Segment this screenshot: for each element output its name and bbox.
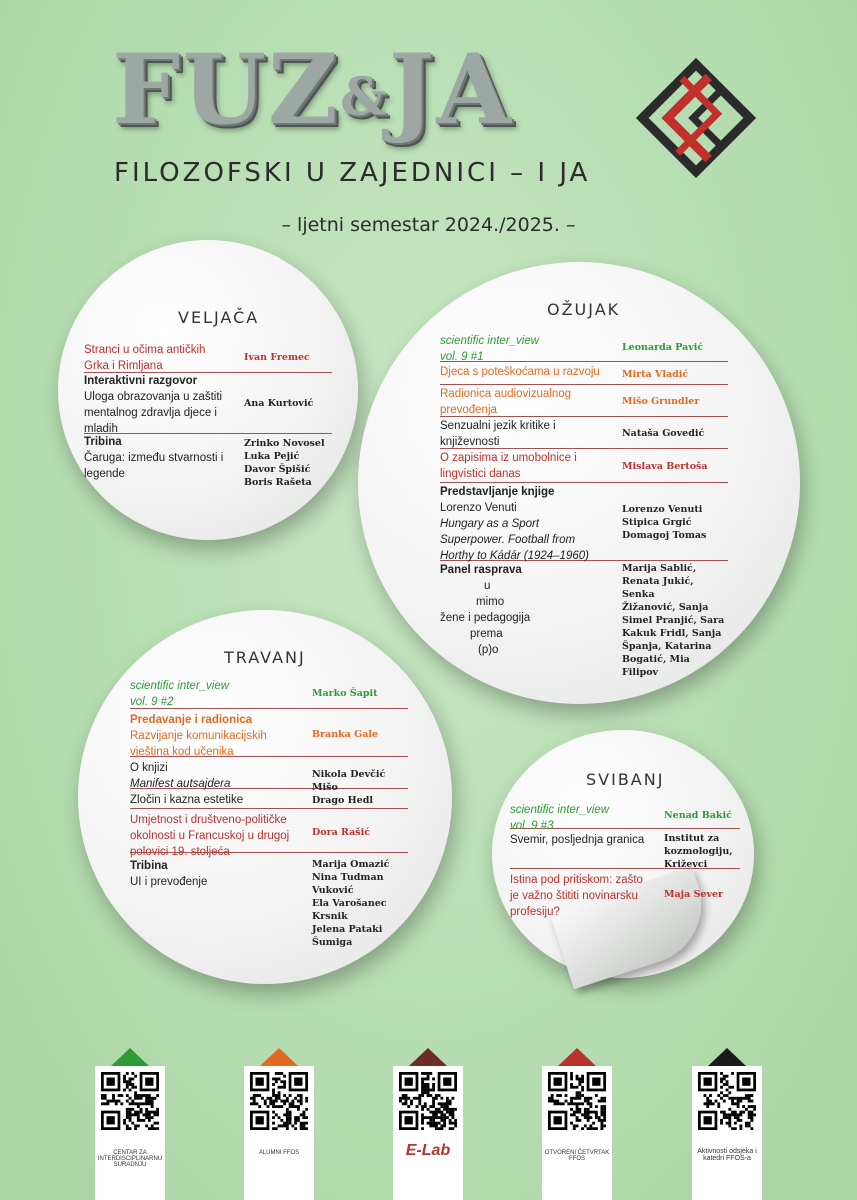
event-title-line: mimo: [476, 596, 505, 608]
event-speaker: [312, 826, 408, 839]
event-title-line: Tribina: [84, 436, 122, 448]
event-row: [440, 450, 728, 483]
event-speaker-line: Lorenzo Venuti: [622, 503, 703, 515]
event-title: [130, 792, 306, 808]
event-speaker: [622, 460, 728, 473]
event-speaker-line: Drago Hedl: [312, 794, 373, 806]
event-speaker-line: Krsnik: [312, 911, 348, 922]
event-row: [84, 342, 332, 373]
event-title-line: Čaruga: između stvarnosti i: [84, 452, 224, 464]
event-speaker-line: Španja, Katarina: [622, 641, 712, 652]
event-row: [130, 712, 408, 757]
event-speaker-line: Renata Jukić, Senka: [622, 576, 694, 600]
qr-code-icon[interactable]: [548, 1072, 606, 1130]
event-speaker-line: Mirta Vladić: [622, 368, 689, 380]
event-title: [130, 760, 306, 792]
event-title-line: okolnosti u Francuskoj u drugoj: [130, 830, 290, 842]
event-row: [440, 364, 728, 385]
triangle-tab-icon: [409, 1048, 447, 1066]
event-title-line: O zapisima iz umobolnice i: [440, 452, 577, 464]
event-speaker-line: Nenad Bakić: [664, 809, 732, 821]
event-speaker-line: Simel Pranjić, Sara: [622, 615, 725, 626]
event-speaker: [312, 728, 408, 741]
event-title-line: Tribina: [130, 860, 168, 872]
event-speaker: [312, 794, 408, 807]
title-ampersand: &: [339, 67, 389, 129]
event-speaker: [622, 427, 728, 440]
month-title-svibanj: SVIBANJ: [586, 770, 665, 789]
event-title-line: Panel rasprava: [440, 564, 522, 576]
event-speaker-line: Marija Sablić,: [622, 563, 697, 574]
event-title-line: scientific inter_view: [440, 335, 540, 347]
poster-subtitle: FILOZOFSKI U ZAJEDNICI – I JA: [114, 158, 591, 188]
event-speaker: [622, 395, 728, 408]
event-title-line: prevođenja: [440, 404, 497, 416]
event-row: [130, 792, 408, 809]
event-title: [510, 802, 658, 834]
event-title-line: žene i pedagogija: [440, 612, 531, 624]
event-title-line: scientific inter_view: [130, 680, 230, 692]
event-speaker: [312, 687, 408, 700]
event-row: [510, 832, 740, 869]
event-speaker-line: Leonarda Pavić: [622, 341, 704, 353]
event-speaker-line: Kakuk Fridl, Sanja: [622, 628, 722, 639]
event-speaker-line: Domagoj Tomas: [622, 529, 707, 541]
event-row: [440, 418, 728, 449]
event-title-line: mentalnog zdravlja djece i: [84, 407, 217, 419]
title-fuz: FUZ: [112, 33, 340, 146]
qr-card-body: [692, 1066, 762, 1200]
event-speaker-line: kozmologiju,: [664, 846, 733, 857]
event-row: [84, 434, 332, 492]
qr-card-body: [244, 1066, 314, 1200]
event-title-line: vol. 9 #3: [510, 820, 554, 832]
event-speaker-line: Šumiga: [312, 937, 353, 948]
event-speaker-line: Nataša Govedić: [622, 427, 705, 439]
qr-caption: Aktivnosti odsjeka i katedri FFOS-a: [697, 1148, 757, 1162]
event-title-line: Radionica audiovizualnog: [440, 388, 572, 400]
event-title-line: Lorenzo Venuti: [440, 502, 517, 514]
event-speaker: [622, 503, 728, 542]
event-title-line: Djeca s poteškoćama u razvoju: [440, 366, 600, 378]
month-title-ozujak: OŽUJAK: [547, 300, 621, 319]
event-speaker-line: Križevci: [664, 859, 708, 870]
event-speaker-line: Zrinko Novosel: [244, 438, 325, 449]
event-title-line: Umjetnost i društveno-političke: [130, 814, 287, 826]
event-title-line: Uloga obrazovanja u zaštiti: [84, 391, 223, 403]
qr-code-card[interactable]: [95, 1048, 165, 1200]
qr-code-icon[interactable]: [399, 1072, 457, 1130]
event-speaker-line: Institut za: [664, 833, 720, 844]
event-speaker-line: Luka Pejić: [244, 451, 300, 462]
event-title-line: Predavanje i radionica: [130, 714, 253, 726]
event-title: [440, 333, 616, 365]
qr-card-body: [393, 1066, 463, 1200]
event-speaker-line: Nikola Devčić Mišo: [312, 768, 386, 793]
event-title-line: UI i prevođenje: [130, 876, 208, 888]
event-speaker-line: Boris Rašeta: [244, 477, 312, 488]
event-title: [130, 858, 306, 890]
event-title: [130, 812, 306, 860]
event-title-line: Predstavljanje knjige: [440, 486, 555, 498]
event-speaker-line: Marija Omazić: [312, 859, 390, 870]
event-title-line: scientific inter_view: [510, 804, 610, 816]
event-title-line: Superpower. Football from: [440, 534, 576, 546]
event-speaker-line: Žižanović, Sanja: [622, 602, 709, 613]
event-speaker: [664, 888, 740, 901]
event-title-line: Svemir, posljednja granica: [510, 834, 645, 846]
event-title: [84, 342, 238, 374]
event-speaker: [244, 437, 332, 489]
event-row: [510, 872, 740, 916]
qr-code-icon[interactable]: [698, 1072, 756, 1130]
event-title-line: mladih: [84, 423, 118, 435]
qr-code-card[interactable]: [244, 1048, 314, 1200]
qr-code-icon[interactable]: [101, 1072, 159, 1130]
event-row: [84, 373, 332, 434]
triangle-tab-icon: [558, 1048, 596, 1066]
month-title-travanj: TRAVANJ: [224, 648, 306, 667]
qr-caption: ALUMNI FFOS: [258, 1150, 300, 1156]
event-row: [130, 812, 408, 858]
event-title-line: O knjizi: [130, 762, 168, 774]
event-title-line: Hungary as a Sport: [440, 518, 540, 530]
event-title-line: Zločin i kazna estetike: [130, 794, 244, 806]
poster-title: [112, 33, 513, 146]
event-title-line: vol. 9 #2: [130, 696, 174, 708]
event-speaker: [664, 809, 740, 822]
event-title-line: Manifest autsajdera: [130, 778, 231, 790]
event-title-line: polovici 19. stoljeća: [130, 846, 230, 858]
event-row: [440, 562, 728, 678]
event-speaker-line: Jelena Pataki: [312, 924, 383, 935]
event-speaker: [622, 368, 728, 381]
event-title-line: Razvijanje komunikacijskih: [130, 730, 267, 742]
event-title-line: prema: [470, 628, 503, 640]
event-title: [510, 832, 658, 848]
event-speaker: [244, 351, 332, 364]
qr-code-icon[interactable]: [250, 1072, 308, 1130]
event-row: [440, 386, 728, 417]
event-speaker: [312, 768, 408, 794]
event-title-line: Stranci u očima antičkih: [84, 344, 206, 356]
event-speaker-line: Mislava Bertoša: [622, 460, 708, 472]
event-title: [440, 562, 616, 658]
event-title-line: u: [484, 580, 491, 592]
event-speaker-line: Nina Tudman: [312, 872, 384, 883]
event-title: [130, 678, 306, 710]
event-row: [440, 484, 728, 561]
event-title-line: Senzualni jezik kritike i: [440, 420, 556, 432]
triangle-tab-icon: [260, 1048, 298, 1066]
event-title-line: Horthy to Kádár (1924–1960): [440, 550, 589, 562]
event-title: [440, 386, 616, 418]
event-title-line: profesiju?: [510, 906, 560, 918]
qr-code-card[interactable]: [393, 1048, 463, 1200]
event-title: [130, 712, 306, 760]
event-title-line: književnosti: [440, 436, 500, 448]
event-title: [84, 373, 238, 437]
qr-caption: OTVORENI ČETVRTAK FFOS: [544, 1150, 610, 1162]
event-row: [130, 678, 408, 709]
qr-caption: E-Lab: [405, 1142, 451, 1159]
event-speaker-line: Dora Rašić: [312, 826, 371, 838]
event-speaker: [244, 397, 332, 410]
event-speaker-line: Bogatić, Mia Filipov: [622, 654, 690, 678]
event-speaker: [622, 341, 728, 354]
event-speaker-line: Vuković: [312, 885, 354, 896]
event-row: [130, 760, 408, 793]
event-title: [440, 484, 616, 564]
event-speaker: [664, 832, 740, 871]
event-title: [510, 872, 658, 920]
qr-code-card[interactable]: [692, 1048, 762, 1200]
event-row: [130, 858, 408, 948]
event-title-line: lingvistici danas: [440, 468, 521, 480]
event-speaker-line: Marko Šapit: [312, 687, 378, 699]
event-title-line: Istina pod pritiskom: zašto: [510, 874, 643, 886]
event-title: [440, 364, 616, 380]
event-title: [440, 418, 616, 450]
event-speaker-line: Mišo Grundler: [622, 395, 700, 407]
event-title-line: Grka i Rimljana: [84, 360, 163, 372]
event-title-line: je važno štititi novinarsku: [510, 890, 638, 902]
event-speaker-line: Stipica Grgić: [622, 516, 692, 528]
event-speaker-line: Ela Varošanec: [312, 898, 387, 909]
event-speaker-line: Maja Sever: [664, 888, 724, 900]
triangle-tab-icon: [708, 1048, 746, 1066]
event-row: [440, 333, 728, 362]
qr-card-body: [95, 1066, 165, 1200]
qr-code-card[interactable]: [542, 1048, 612, 1200]
event-speaker-line: Davor Špišić: [244, 464, 311, 475]
event-speaker: [312, 858, 408, 949]
event-title-line: vještina kod učenika: [130, 746, 234, 758]
event-speaker: [622, 562, 728, 679]
title-ja: JA: [388, 33, 513, 146]
ffos-logo-icon: [636, 58, 756, 178]
event-speaker-line: Ana Kurtović: [244, 397, 314, 409]
qr-caption: CENTAR ZA INTERDISCIPLINARNU SURADNJU: [97, 1150, 163, 1168]
event-title-line: (p)o: [478, 644, 499, 656]
event-speaker-line: Ivan Fremec: [244, 351, 310, 363]
triangle-tab-icon: [111, 1048, 149, 1066]
event-title-line: legende: [84, 468, 125, 480]
qr-card-body: [542, 1066, 612, 1200]
event-title: [84, 434, 238, 482]
event-title-line: Interaktivni razgovor: [84, 375, 198, 387]
event-title: [440, 450, 616, 482]
event-title-line: vol. 9 #1: [440, 351, 484, 363]
event-row: [510, 802, 740, 832]
semester-label: – ljetni semestar 2024./2025. –: [281, 214, 576, 236]
month-title-veljaca: VELJAČA: [178, 308, 260, 327]
event-speaker-line: Branka Gale: [312, 728, 379, 740]
